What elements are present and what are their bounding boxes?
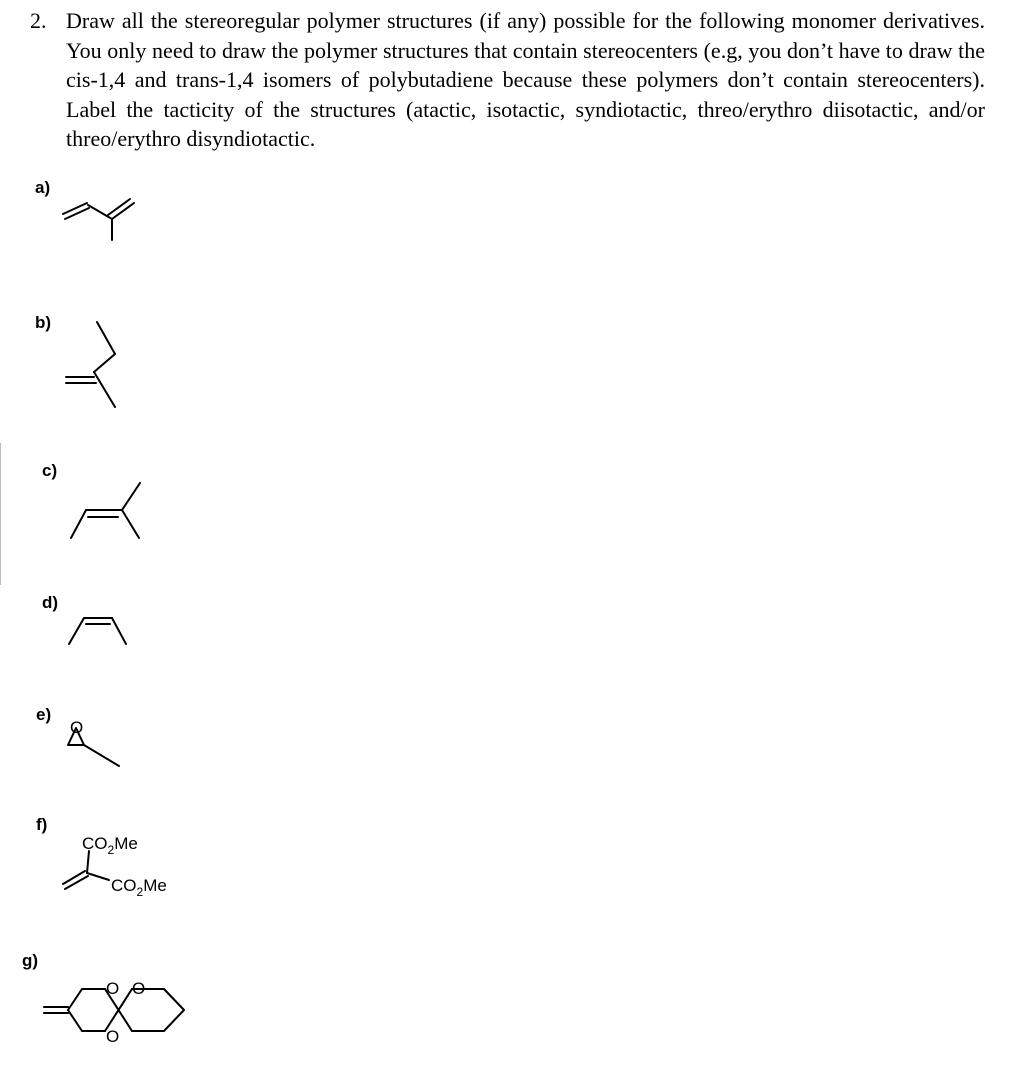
ester-top-label: $CO_2Me$ (82, 834, 138, 857)
ketal-oxygen-1: O (106, 979, 120, 998)
part-label-c: c) (42, 461, 58, 480)
monomer-f-ester-structure (63, 834, 167, 899)
monomer-g-spiro-ketal-structure (44, 979, 184, 1046)
part-label-a: a) (35, 178, 51, 197)
ester-bottom-label: $CO_2Me$ (111, 876, 167, 899)
part-label-g: g) (22, 951, 39, 970)
monomer-b-structure (66, 322, 115, 407)
monomer-e-epoxide-structure (68, 718, 119, 766)
question-number: 2. (30, 8, 47, 33)
monomer-a-structure (63, 199, 134, 240)
monomer-c-structure (71, 483, 140, 538)
part-label-b: b) (35, 313, 52, 332)
monomer-d-structure (69, 618, 126, 644)
ketal-oxygen-2: O (132, 979, 146, 998)
part-label-d: d) (42, 593, 59, 612)
question-text: Draw all the stereoregular polymer structures (if any) possible for the following monomer derivatives. You only need to draw the polymer structures that contain stereocenters (e.g, you don’t have to draw the cis-1,4 and trans-1,4 isomers of polybutadiene because these polymers don’t contain stereocenters). Label the tacticity of the structures (atactic, isotactic, syndiotactic, threo/erythro diisotactic, and/or threo/erythro disyndiotactic. (66, 8, 985, 151)
ketal-oxygen-3: O (106, 1027, 120, 1046)
part-label-f: f) (36, 815, 48, 834)
epoxide-oxygen-label: O (70, 718, 84, 737)
part-label-e: e) (36, 705, 52, 724)
